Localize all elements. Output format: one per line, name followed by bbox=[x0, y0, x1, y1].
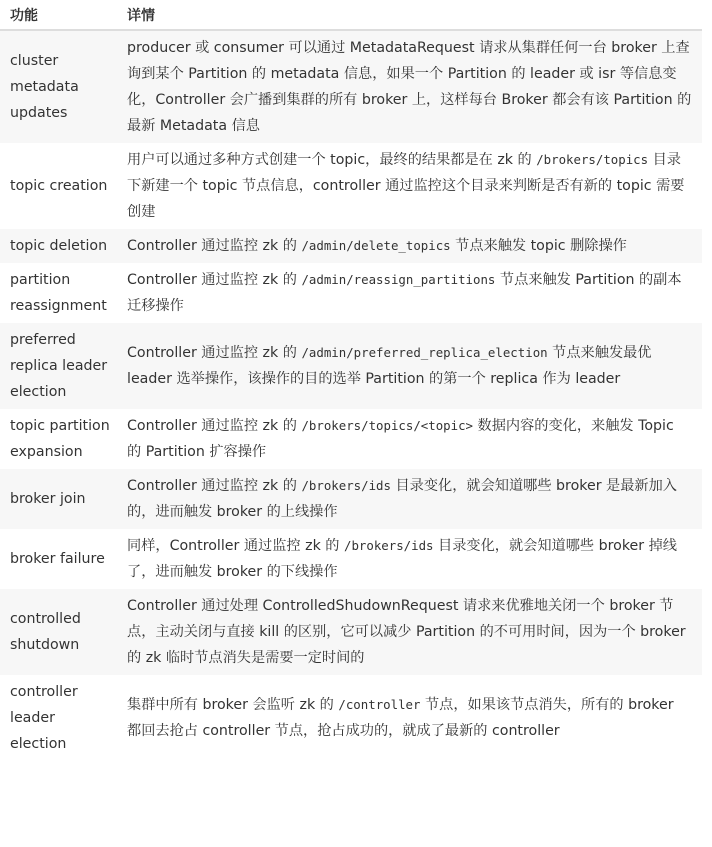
details-text: producer 或 consumer 可以通过 MetadataRequest 请求从集群任何一台 broker 上查询到某个 Partition 的 metadata 信息，如果一个 Partition 的 leader 或 isr 等信息变化，Controller 会广播到集群的所有 broker 上，这样每台 Broker 都会有该 Partition 的最新 Metadata 信息 bbox=[127, 40, 692, 134]
table-row bbox=[0, 30, 702, 143]
details-text: 集群中所有 broker 会监听 zk 的 bbox=[127, 697, 339, 713]
function-cell: topic deletion bbox=[0, 229, 117, 263]
zk-path-code: /brokers/ids bbox=[301, 478, 391, 493]
details-cell bbox=[117, 323, 702, 409]
table-row bbox=[0, 143, 702, 229]
table-row bbox=[0, 589, 702, 675]
zk-path-code: /admin/preferred_replica_election bbox=[301, 345, 548, 360]
details-text: Controller 通过监控 zk 的 bbox=[127, 272, 302, 288]
table-row bbox=[0, 675, 702, 761]
function-cell: preferred replica leader election bbox=[0, 323, 117, 409]
zk-path-code: /controller bbox=[338, 697, 421, 712]
details-cell bbox=[117, 529, 702, 589]
details-text: Controller 通过处理 ControlledShudownRequest 请求来优雅地关闭一个 broker 节点，主动关闭与直接 kill 的区别，它可以减少 Partition 的不可用时间，因为一个 broker 的 zk 临时节点消失是需要一定时间的 bbox=[127, 598, 686, 666]
zk-path-code: /brokers/ids bbox=[344, 538, 434, 553]
table-header-row bbox=[0, 0, 702, 30]
table-row bbox=[0, 229, 702, 263]
details-text: 节点来触发 Partition 的副本迁移操作 bbox=[127, 272, 682, 314]
details-cell bbox=[117, 675, 702, 761]
table-row bbox=[0, 263, 702, 323]
zk-path-code: /admin/reassign_partitions bbox=[301, 272, 496, 287]
table-row bbox=[0, 469, 702, 529]
function-cell: broker join bbox=[0, 469, 117, 529]
table-row bbox=[0, 529, 702, 589]
details-cell bbox=[117, 30, 702, 143]
function-cell: topic partition expansion bbox=[0, 409, 117, 469]
details-text: 目录下新建一个 topic 节点信息，controller 通过监控这个目录来判断是否有新的 topic 需要创建 bbox=[127, 152, 685, 220]
zk-path-code: /admin/delete_topics bbox=[301, 238, 451, 253]
details-cell bbox=[117, 143, 702, 229]
table-body bbox=[0, 30, 702, 761]
details-text: 数据内容的变化，来触发 Topic 的 Partition 扩容操作 bbox=[127, 418, 674, 460]
table-row bbox=[0, 409, 702, 469]
details-text: 节点，如果该节点消失，所有的 broker 都回去抢占 controller 节点，抢占成功的，就成了最新的 controller bbox=[127, 697, 674, 739]
details-text: Controller 通过监控 zk 的 bbox=[127, 478, 302, 494]
details-cell bbox=[117, 589, 702, 675]
function-cell: controller leader election bbox=[0, 675, 117, 761]
function-cell: controlled shutdown bbox=[0, 589, 117, 675]
zk-path-code: /brokers/topics/<topic> bbox=[301, 418, 474, 433]
header-details: 详情 bbox=[117, 0, 702, 30]
header-function: 功能 bbox=[0, 0, 117, 30]
details-text: 同样，Controller 通过监控 zk 的 bbox=[127, 538, 344, 554]
table-row bbox=[0, 323, 702, 409]
details-cell bbox=[117, 409, 702, 469]
zk-path-code: /brokers/topics bbox=[536, 152, 649, 167]
details-text: Controller 通过监控 zk 的 bbox=[127, 238, 302, 254]
details-cell bbox=[117, 229, 702, 263]
function-cell: partition reassignment bbox=[0, 263, 117, 323]
details-text: 目录变化，就会知道哪些 broker 掉线了，进而触发 broker 的下线操作 bbox=[127, 538, 677, 580]
details-text: Controller 通过监控 zk 的 bbox=[127, 418, 302, 434]
details-text: 节点来触发 topic 删除操作 bbox=[450, 238, 627, 254]
details-cell bbox=[117, 263, 702, 323]
details-text: 节点来触发最优 leader 选举操作，该操作的目的选举 Partition 的第一个 replica 作为 leader bbox=[127, 345, 652, 387]
function-cell: broker failure bbox=[0, 529, 117, 589]
details-text: 目录变化，就会知道哪些 broker 是最新加入的，进而触发 broker 的上线操作 bbox=[127, 478, 677, 520]
function-cell: topic creation bbox=[0, 143, 117, 229]
details-cell bbox=[117, 469, 702, 529]
function-cell: cluster metadata updates bbox=[0, 30, 117, 143]
details-text: 用户可以通过多种方式创建一个 topic，最终的结果都是在 zk 的 bbox=[127, 152, 537, 168]
details-text: Controller 通过监控 zk 的 bbox=[127, 345, 302, 361]
